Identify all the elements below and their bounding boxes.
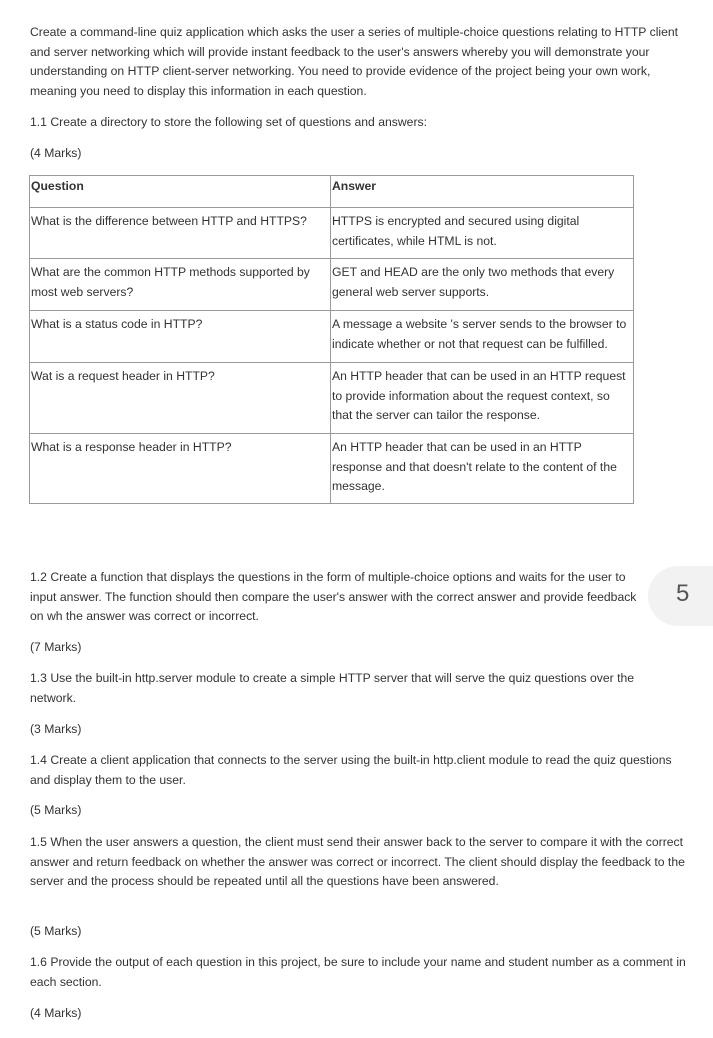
questions-answers-table: [29, 175, 634, 504]
table-row: [30, 363, 634, 434]
section-1-6-marks: (4 Marks): [30, 1006, 82, 1020]
table-header-row: [30, 176, 634, 208]
question-cell: Wat is a request header in HTTP?: [30, 363, 331, 434]
question-cell: What is a response header in HTTP?: [30, 434, 331, 504]
table-row: [30, 311, 634, 363]
section-1-4-marks: (5 Marks): [30, 803, 82, 817]
answer-cell: GET and HEAD are the only two methods that every general web server supports.: [331, 259, 634, 311]
answer-cell: An HTTP header that can be used in an HTTP response and that doesn't relate to the content of the message.: [331, 434, 634, 504]
table-row: [30, 208, 634, 259]
question-cell: What are the common HTTP methods supported by most web servers?: [30, 259, 331, 311]
section-1-6-text: 1.6 Provide the output of each question in this project, be sure to include your name and student number as a comment in each section.: [30, 955, 686, 989]
section-1-4-text: 1.4 Create a client application that connects to the server using the built-in http.client module to read the quiz questions and display them to the user.: [30, 753, 672, 787]
header-answer: Answer: [331, 176, 634, 208]
section-1-1-text: 1.1 Create a directory to store the following set of questions and answers:: [30, 115, 427, 129]
intro-paragraph: Create a command-line quiz application which asks the user a series of multiple-choice questions relating to HTTP client and server networking which will provide instant feedback to the user's answers whereby you will demonstrate your understanding on HTTP client-server networking. You need to provide evidence of the project being your own work, meaning you need to display this information in each question.: [30, 25, 679, 98]
answer-cell: A message a website 's server sends to the browser to indicate whether or not that request can be fulfilled.: [331, 311, 634, 363]
answer-cell: HTTPS is encrypted and secured using digital certificates, while HTML is not.: [331, 208, 634, 259]
section-1-3-marks: (3 Marks): [30, 722, 82, 736]
answer-cell: An HTTP header that can be used in an HTTP request to provide information about the request context, so that the server can tailor the response.: [331, 363, 634, 434]
table-row: [30, 434, 634, 504]
section-1-2-text: 1.2 Create a function that displays the questions in the form of multiple-choice options and waits for the user to input answer. The function should then compare the user's answer with the correct answer and provide feedback on wh the answer was correct or incorrect.: [30, 570, 637, 623]
section-1-5-marks: (5 Marks): [30, 924, 82, 938]
table-row: [30, 259, 634, 311]
question-cell: What is a status code in HTTP?: [30, 311, 331, 363]
side-page-badge[interactable]: [648, 566, 713, 626]
header-question: Question: [30, 176, 331, 208]
section-1-5-text: 1.5 When the user answers a question, the client must send their answer back to the server to compare it with the correct answer and return feedback on whether the answer was correct or incorrect. The client should display the feedback to the server and the process should be repeated until all the questions have been answered.: [30, 835, 685, 888]
side-badge-number: 5: [676, 580, 690, 607]
section-1-3-text: 1.3 Use the built-in http.server module to create a simple HTTP server that will serve the quiz questions over the network.: [30, 671, 635, 705]
question-cell: What is the difference between HTTP and HTTPS?: [30, 208, 331, 259]
section-1-2-marks: (7 Marks): [30, 640, 82, 654]
section-1-1-marks: (4 Marks): [30, 146, 82, 160]
